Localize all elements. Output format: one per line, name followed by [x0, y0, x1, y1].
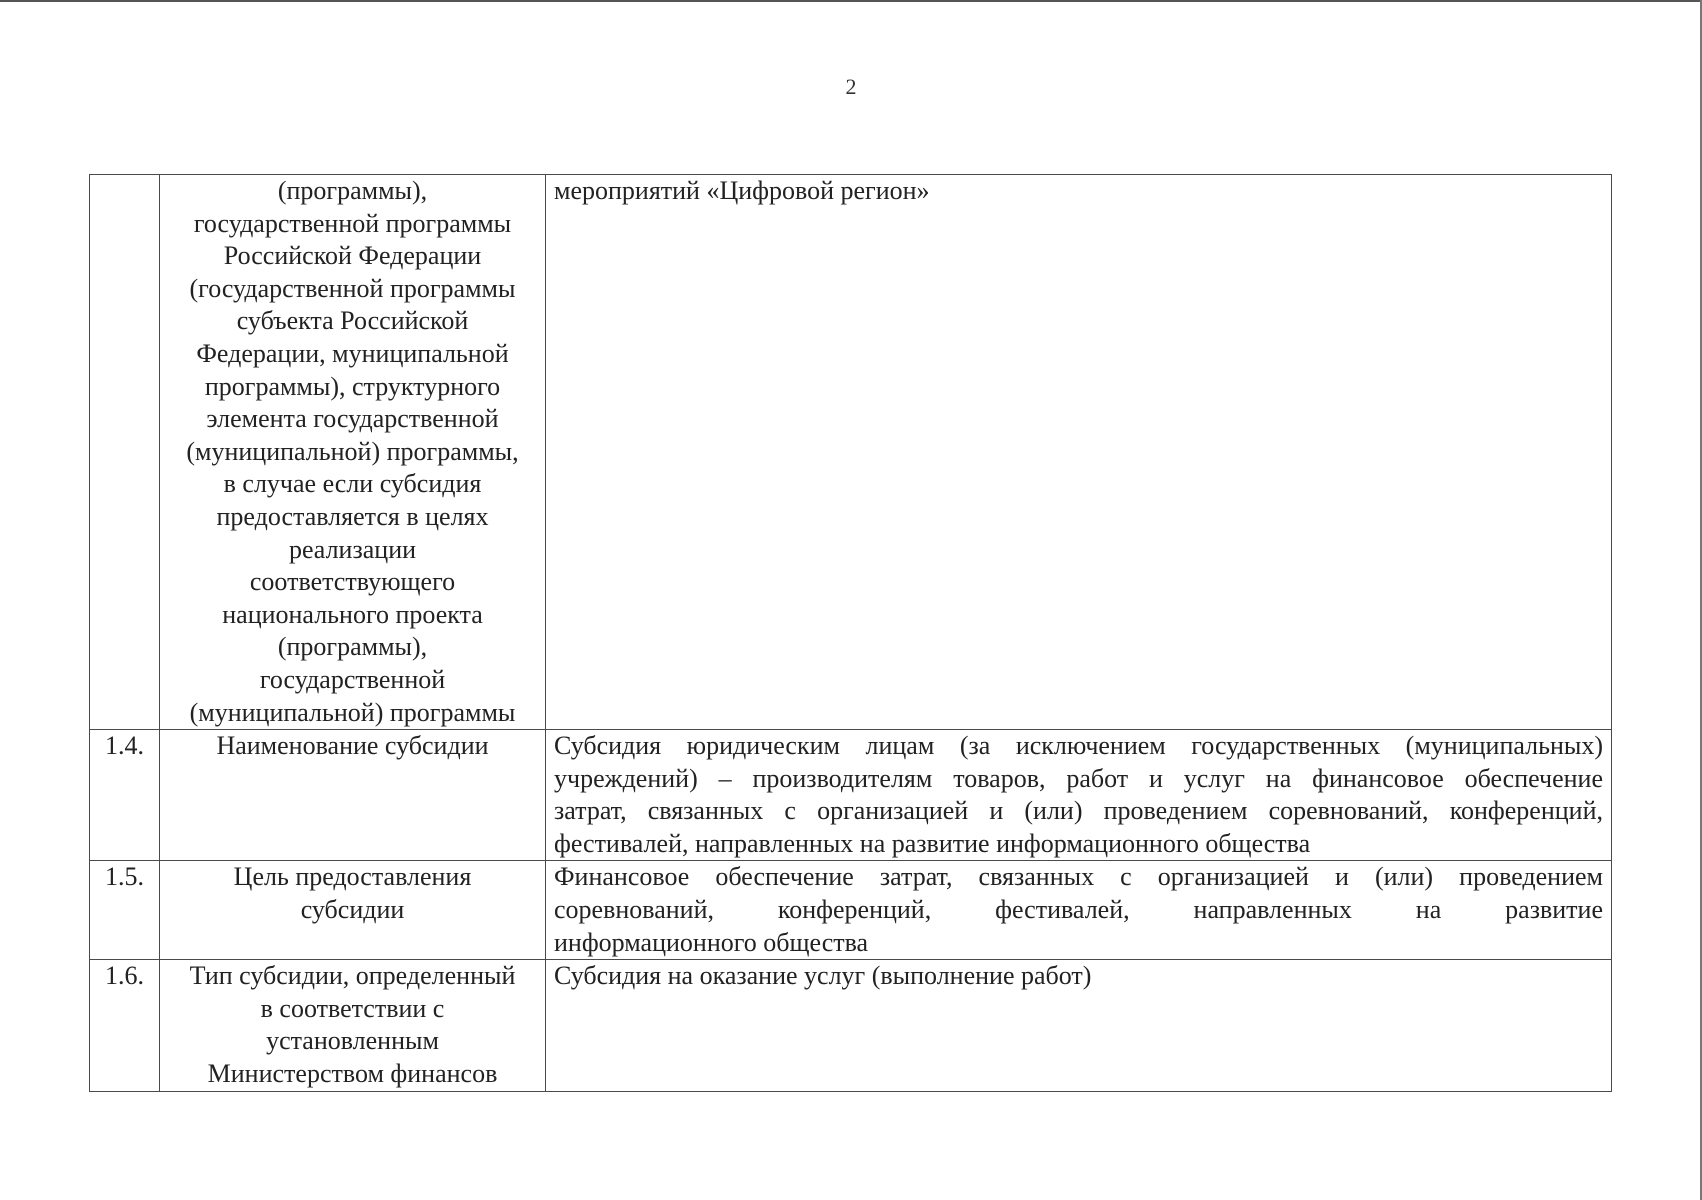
name-line: в соответствии с	[260, 993, 445, 1023]
scan-top-edge	[0, 0, 1702, 2]
row-number-cell: 1.5.	[90, 861, 160, 960]
name-line: Министерством финансов	[207, 1059, 498, 1089]
subsidy-info-table	[89, 174, 1612, 1092]
row-value-cell	[546, 175, 1612, 730]
name-line: государственной	[259, 664, 446, 694]
name-line: (муниципальной) программы	[189, 697, 516, 727]
name-line: программы), структурного	[204, 371, 501, 401]
name-line: национального проекта	[222, 599, 483, 629]
row-name-cell	[160, 730, 546, 861]
row-value-cell	[546, 730, 1612, 861]
value-line: информационного общества	[554, 927, 869, 957]
row-name-cell	[160, 175, 546, 730]
row-name-cell	[160, 861, 546, 960]
table-row	[90, 175, 1612, 730]
table-row	[90, 730, 1612, 861]
name-line: установленным	[266, 1026, 439, 1056]
name-line: (программы),	[277, 632, 428, 662]
name-line: предоставляется в целях	[216, 501, 489, 531]
row-value-cell	[546, 960, 1612, 1091]
name-line: Наименование субсидии	[216, 731, 489, 761]
name-line: Российской Федерации	[223, 241, 482, 271]
row-number-cell: 1.4.	[90, 730, 160, 861]
name-line: Федерации, муниципальной	[196, 338, 509, 368]
name-line: субъекта Российской	[236, 306, 469, 336]
value-line: учреждений) – производителям товаров, работ и услуг на финансовое обеспечение	[554, 763, 1603, 793]
name-line: Тип субсидии, определенный	[189, 961, 516, 991]
row-name-cell	[160, 960, 546, 1091]
row-number-cell	[90, 175, 160, 730]
name-line: соответствующего	[249, 567, 456, 597]
name-line: Цель предоставления	[233, 862, 472, 892]
value-line: Субсидия на оказание услуг (выполнение работ)	[554, 961, 1092, 991]
row-value-cell	[546, 861, 1612, 960]
value-line: соревнований, конференций, фестивалей, направленных на развитие	[554, 895, 1603, 925]
name-line: (государственной программы	[189, 273, 516, 303]
value-line: Субсидия юридическим лицам (за исключением государственных (муниципальных)	[554, 731, 1603, 761]
value-line: фестивалей, направленных на развитие информационного общества	[554, 828, 1311, 858]
table-row	[90, 861, 1612, 960]
name-line: (муниципальной) программы,	[186, 436, 519, 466]
value-line: мероприятий «Цифровой регион»	[554, 176, 930, 205]
name-line: элемента государственной	[206, 404, 499, 434]
name-line: субсидии	[300, 895, 405, 925]
value-line: затрат, связанных с организацией и (или) проведением соревнований, конференций,	[554, 796, 1603, 826]
name-line: (программы),	[277, 176, 428, 205]
value-line: Финансовое обеспечение затрат, связанных с организацией и (или) проведением	[554, 862, 1603, 892]
table-row	[90, 960, 1612, 1091]
name-line: в случае если субсидия	[223, 469, 482, 499]
name-line: государственной программы	[193, 208, 512, 238]
name-line: реализации	[288, 534, 417, 564]
page-number: 2	[845, 74, 857, 99]
row-number-cell: 1.6.	[90, 960, 160, 1091]
